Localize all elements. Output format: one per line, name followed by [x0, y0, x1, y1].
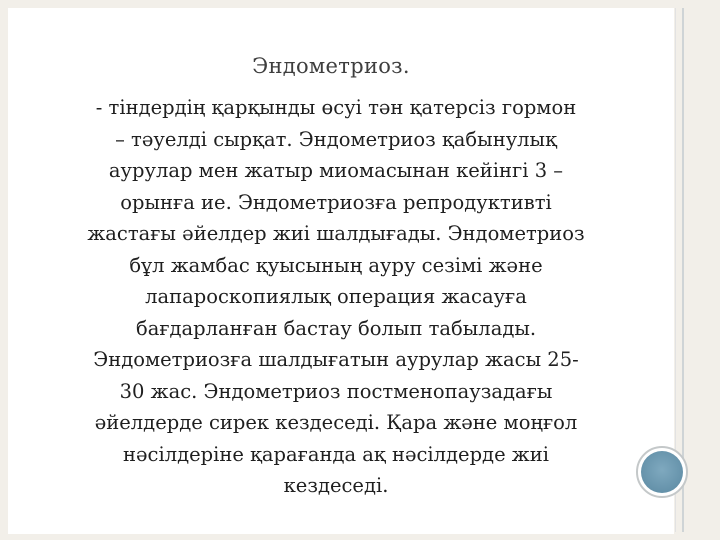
- body-line: бұл жамбас қуысының ауру сезімі және: [129, 253, 543, 277]
- body-line: 30 жас. Эндометриоз постменопаузадағы: [119, 379, 553, 403]
- slide-body: [40, 92, 632, 502]
- body-line: Эндометриозға шалдығатын аурулар жасы 25-: [93, 348, 579, 371]
- body-line: бағдарланған бастау болып табылады.: [135, 316, 537, 340]
- body-line: лапароскопиялық операция жасауға: [145, 285, 527, 308]
- body-line: – тәуелді сырқат. Эндометриоз қабынулық: [115, 127, 557, 151]
- body-line: жастағы әйелдер жиі шалдығады. Эндометриоз: [87, 222, 585, 245]
- slide-right-rule: [682, 8, 684, 532]
- body-line: - тіндердің қарқынды өсуі тән қатерсіз гормон: [95, 96, 577, 119]
- body-line: орынға ие. Эндометриозға репродуктивті: [120, 190, 552, 214]
- body-line: кездеседі.: [283, 474, 389, 497]
- body-line: нәсілдеріне қарағанда ақ нәсілдерде жиі: [123, 442, 549, 466]
- slide-title: Эндометриоз.: [252, 54, 410, 78]
- body-line: аурулар мен жатыр миомасынан кейінгі 3 –: [108, 159, 564, 182]
- decorative-circle: [641, 451, 683, 493]
- body-line: әйелдерде сирек кездеседі. Қара және моңғол: [94, 411, 578, 434]
